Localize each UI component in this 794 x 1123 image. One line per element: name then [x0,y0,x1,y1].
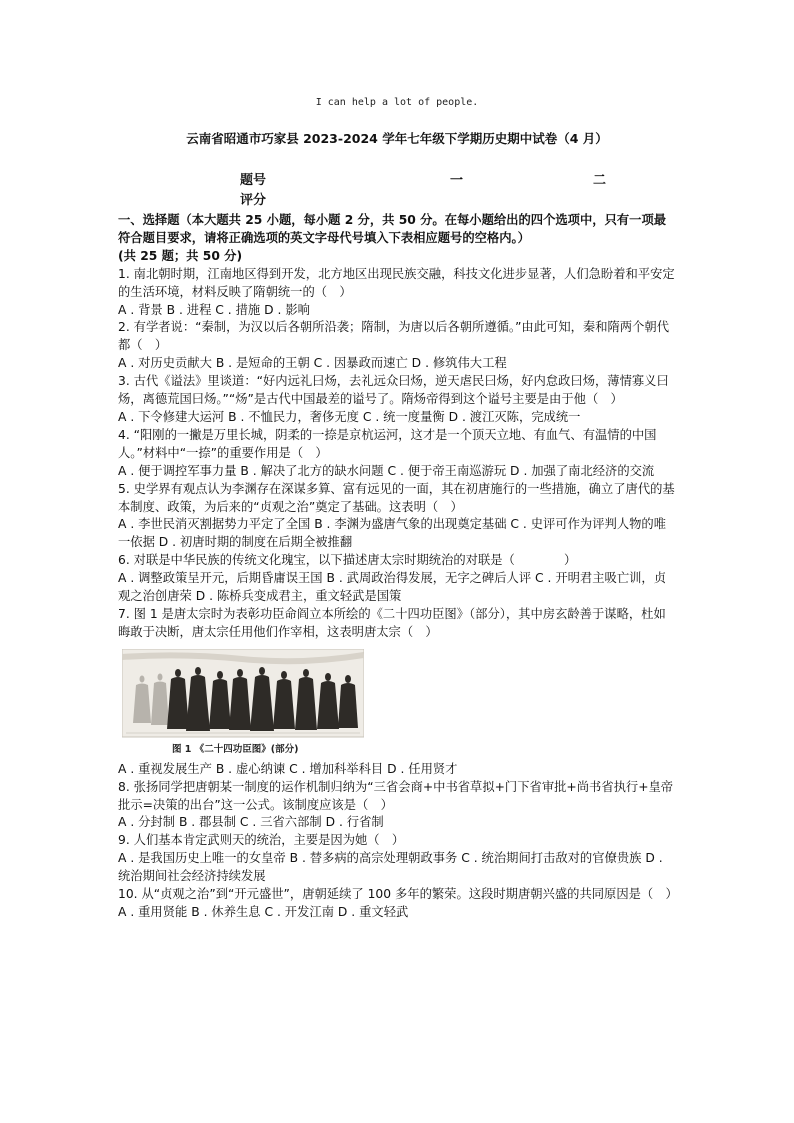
question-options: A . 重用贤能 B . 休养生息 C . 开发江南 D . 重文轻武 [118,905,409,919]
question-options: A . 分封制 B . 郡县制 C . 三省六部制 D . 行省制 [118,815,384,830]
question-stem: 6. 对联是中华民族的传统文化瑰宝，以下描述唐太宗时期统治的对联是（ ） [118,553,577,568]
section-count: (共 25 题；共 50 分) [118,248,243,263]
score-table-col-1: 一 [450,173,464,188]
question-stem: 9. 人们基本肯定武则天的统治，主要是因为她（ ） [118,833,405,848]
score-table-header-label: 题号 [240,173,267,188]
question-options: A . 背景 B . 进程 C . 措施 D . 影响 [118,302,310,317]
question-stem: 4. “阳刚的一撇是万里长城，阴柔的一捺是京杭运河，这才是一个顶天立地、有血气、有温情的中国人。”材料中“一捺”的重要作用是（ ） [118,427,657,460]
question-options: A . 下令修建大运河 B . 不恤民力，奢侈无度 C . 统一度量衡 D . 渡江灭陈，完成统一 [118,409,581,424]
question-stem: 8. 张扬同学把唐朝某一制度的运作机制归纳为“三省会商+中书省草拟+门下省审批+尚书省执行+皇帝批示=决策的出台”这一公式。该制度应该是（ ） [118,779,674,812]
score-table-col-2: 二 [593,173,607,188]
question-options: A . 便于调控军事力量 B . 解决了北方的缺水问题 C . 便于帝王南巡游玩 D . 加强了南北经济的交流 [118,463,655,478]
score-table [238,169,618,209]
question-stem: 7. 图 1 是唐太宗时为表彰功臣命阎立本所绘的《二十四功臣图》（部分），其中房玄龄善于谋略，杜如晦敢于决断，唐太宗任用他们作宰相，这表明唐太宗（ ） [118,606,666,639]
exam-title: 云南省昭通市巧家县 2023-2024 学年七年级下学期历史期中试卷（4 月） [186,131,608,146]
question-options: A . 是我国历史上唯一的女皇帝 B . 替多病的高宗处理朝政事务 C . 统治期间打击敌对的官僚贵族 D . 统治期间社会经济持续发展 [118,851,663,884]
question-options: A . 对历史贡献大 B . 是短命的王朝 C . 因暴政而速亡 D . 修筑伟大工程 [118,356,507,371]
question-stem: 2. 有学者说：“秦制，为汉以后各朝所沿袭；隋制，为唐以后各朝所遵循。”由此可知，秦和隋两个朝代都（ ） [118,320,670,353]
question-content [118,212,678,922]
figure-caption: 图 1 《二十四功臣图》(部分) [172,743,299,755]
question-stem: 5. 史学界有观点认为李渊存在深谋多算、富有远见的一面，其在初唐施行的一些措施，确立了唐代的基本制度、政策，为后来的“贞观之治”奠定了基础。这表明（ ） [118,481,675,514]
section-heading: 一、选择题（本大题共 25 小题，每小题 2 分，共 50 分。在每小题给出的四个选项中，只有一项最符合题目要求，请将正确选项的英文字母代号填入下表相应题号的空格内。） [118,213,667,245]
question-stem: 1. 南北朝时期，江南地区得到开发，北方地区出现民族交融，科技文化进步显著，人们急盼着和平安定的生活环境，材料反映了隋朝统一的（ ） [118,266,675,299]
question-options: A . 调整政策呈开元，后期昏庸误王国 B . 武周政治得发展，无字之碑后人评 C . 开明君主吸亡训，贞观之治创唐荣 D . 陈桥兵变成君主，重文轻武是国策 [118,571,667,604]
question-stem: 10. 从“贞观之治”到“开元盛世”，唐朝延续了 100 多年的繁荣。这段时期唐朝兴盛的共同原因是（ ） [118,887,678,902]
question-stem: 3. 古代《谥法》里谈道：“好内远礼曰炀，去礼远众曰炀，逆天虐民曰炀，好内怠政曰炀，薄情寡义曰炀，离德荒国曰炀。”“炀”是古代中国最差的谥号了。隋炀帝得到这个谥号主要是由于他（ ） [118,374,669,407]
figure-twenty-four-officials-painting [122,649,364,757]
question-options: A . 李世民消灭割据势力平定了全国 B . 李渊为盛唐气象的出现奠定基础 C . 史评可作为评判人物的唯一依据 D . 初唐时期的制度在后期全被推翻 [118,517,667,550]
score-table-score-label: 评分 [240,193,267,208]
header-motto: I can help a lot of people. [315,97,479,108]
question-options: A . 重视发展生产 B . 虚心纳谏 C . 增加科举科目 D . 任用贤才 [118,761,458,776]
